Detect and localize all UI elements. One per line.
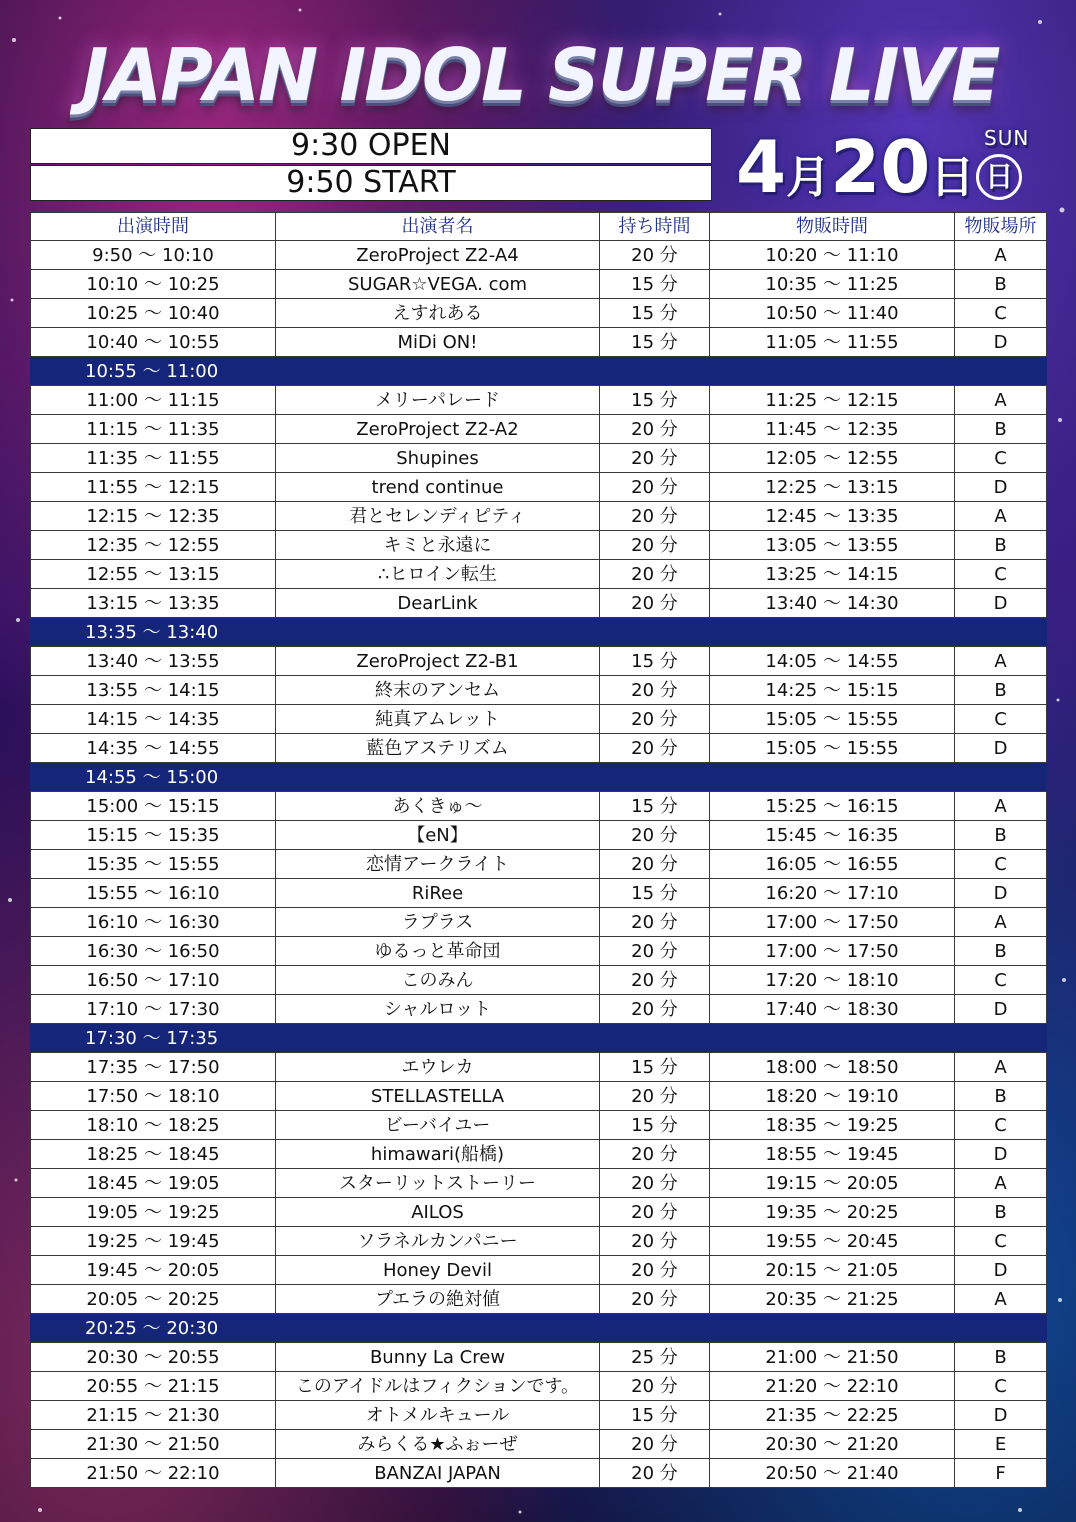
duration-cell: 20 分 xyxy=(600,473,710,502)
table-row xyxy=(31,502,1047,531)
merch-time-cell: 10:35 ～ 11:25 xyxy=(710,270,955,299)
merch-place-cell: A xyxy=(955,792,1047,821)
performer-cell: BANZAI JAPAN xyxy=(276,1459,600,1488)
duration-cell: 15 分 xyxy=(600,879,710,908)
table-row xyxy=(31,1343,1047,1372)
merch-time-cell: 10:50 ～ 11:40 xyxy=(710,299,955,328)
merch-place-cell: C xyxy=(955,1111,1047,1140)
date-month: 4 xyxy=(736,125,787,209)
duration-cell: 20 分 xyxy=(600,1372,710,1401)
performance-time-cell: 13:40 ～ 13:55 xyxy=(31,647,276,676)
duration-cell: 15 分 xyxy=(600,270,710,299)
duration-cell: 20 分 xyxy=(600,850,710,879)
duration-cell: 20 分 xyxy=(600,705,710,734)
merch-time-cell: 10:20 ～ 11:10 xyxy=(710,241,955,270)
table-row xyxy=(31,821,1047,850)
performer-cell: 君とセレンディピティ xyxy=(276,502,600,531)
merch-time-cell: 17:00 ～ 17:50 xyxy=(710,937,955,966)
performance-time-cell: 18:25 ～ 18:45 xyxy=(31,1140,276,1169)
performance-time-cell: 17:10 ～ 17:30 xyxy=(31,995,276,1024)
merch-time-cell: 12:05 ～ 12:55 xyxy=(710,444,955,473)
performance-time-cell: 19:25 ～ 19:45 xyxy=(31,1227,276,1256)
table-row xyxy=(31,1401,1047,1430)
merch-time-cell: 15:05 ～ 15:55 xyxy=(710,734,955,763)
merch-time-cell: 13:40 ～ 14:30 xyxy=(710,589,955,618)
performance-time-cell: 14:35 ～ 14:55 xyxy=(31,734,276,763)
duration-cell: 20 分 xyxy=(600,1169,710,1198)
performer-cell: Bunny La Crew xyxy=(276,1343,600,1372)
merch-place-cell: A xyxy=(955,386,1047,415)
header-performance-time: 出演時間 xyxy=(31,213,276,241)
merch-place-cell: D xyxy=(955,473,1047,502)
performer-cell: trend continue xyxy=(276,473,600,502)
merch-place-cell: D xyxy=(955,589,1047,618)
duration-cell: 20 分 xyxy=(600,1227,710,1256)
break-row xyxy=(31,1024,1047,1053)
merch-time-cell: 12:25 ～ 13:15 xyxy=(710,473,955,502)
merch-place-cell: B xyxy=(955,415,1047,444)
performer-cell: みらくる★ふぉーぜ xyxy=(276,1430,600,1459)
performance-time-cell: 13:15 ～ 13:35 xyxy=(31,589,276,618)
merch-place-cell: A xyxy=(955,908,1047,937)
merch-time-cell: 13:25 ～ 14:15 xyxy=(710,560,955,589)
performer-cell: himawari(船橋) xyxy=(276,1140,600,1169)
performer-cell: 終末のアンセム xyxy=(276,676,600,705)
performer-cell: 恋情アークライト xyxy=(276,850,600,879)
performer-cell: エウレカ xyxy=(276,1053,600,1082)
performance-time-cell: 20:55 ～ 21:15 xyxy=(31,1372,276,1401)
merch-time-cell: 14:25 ～ 15:15 xyxy=(710,676,955,705)
date-day-kanji: 日 xyxy=(930,152,975,203)
performance-time-cell: 21:30 ～ 21:50 xyxy=(31,1430,276,1459)
performance-time-cell: 11:15 ～ 11:35 xyxy=(31,415,276,444)
performance-time-cell: 12:55 ～ 13:15 xyxy=(31,560,276,589)
performance-time-cell: 16:30 ～ 16:50 xyxy=(31,937,276,966)
header-merch-time: 物販時間 xyxy=(710,213,955,241)
merch-place-cell: B xyxy=(955,270,1047,299)
break-time: 13:35 ～ 13:40 xyxy=(31,618,1047,647)
merch-place-cell: C xyxy=(955,299,1047,328)
merch-time-cell: 19:55 ～ 20:45 xyxy=(710,1227,955,1256)
merch-place-cell: D xyxy=(955,1401,1047,1430)
performer-cell: 【eN】 xyxy=(276,821,600,850)
duration-cell: 20 分 xyxy=(600,908,710,937)
merch-time-cell: 15:25 ～ 16:15 xyxy=(710,792,955,821)
merch-place-cell: A xyxy=(955,241,1047,270)
duration-cell: 20 分 xyxy=(600,1285,710,1314)
merch-place-cell: B xyxy=(955,821,1047,850)
performance-time-cell: 11:55 ～ 12:15 xyxy=(31,473,276,502)
break-time: 10:55 ～ 11:00 xyxy=(31,357,1047,386)
performer-cell: MiDi ON! xyxy=(276,328,600,357)
duration-cell: 20 分 xyxy=(600,1082,710,1111)
table-row xyxy=(31,473,1047,502)
merch-place-cell: D xyxy=(955,1256,1047,1285)
table-row xyxy=(31,705,1047,734)
table-row xyxy=(31,1111,1047,1140)
performance-time-cell: 15:00 ～ 15:15 xyxy=(31,792,276,821)
merch-place-cell: A xyxy=(955,1053,1047,1082)
schedule-table xyxy=(30,212,1047,1488)
merch-time-cell: 18:20 ～ 19:10 xyxy=(710,1082,955,1111)
duration-cell: 20 分 xyxy=(600,589,710,618)
duration-cell: 20 分 xyxy=(600,676,710,705)
performer-cell: ソラネルカンパニー xyxy=(276,1227,600,1256)
performance-time-cell: 14:15 ～ 14:35 xyxy=(31,705,276,734)
merch-place-cell: C xyxy=(955,850,1047,879)
performer-cell: 藍色アステリズム xyxy=(276,734,600,763)
table-row xyxy=(31,589,1047,618)
duration-cell: 20 分 xyxy=(600,1459,710,1488)
performer-cell: えすれある xyxy=(276,299,600,328)
table-row xyxy=(31,734,1047,763)
performer-cell: RiRee xyxy=(276,879,600,908)
table-row xyxy=(31,1227,1047,1256)
duration-cell: 20 分 xyxy=(600,241,710,270)
merch-place-cell: D xyxy=(955,879,1047,908)
merch-place-cell: A xyxy=(955,647,1047,676)
table-row xyxy=(31,1285,1047,1314)
duration-cell: 20 分 xyxy=(600,560,710,589)
merch-place-cell: B xyxy=(955,937,1047,966)
table-row xyxy=(31,415,1047,444)
duration-cell: 20 分 xyxy=(600,821,710,850)
performer-cell: プエラの絶対値 xyxy=(276,1285,600,1314)
event-title: JAPAN IDOL SUPER LIVE xyxy=(81,33,999,117)
performer-cell: キミと永遠に xyxy=(276,531,600,560)
table-row xyxy=(31,531,1047,560)
weekday-circle: 日 xyxy=(976,154,1022,200)
merch-place-cell: C xyxy=(955,444,1047,473)
performer-cell: ラプラス xyxy=(276,908,600,937)
performance-time-cell: 17:35 ～ 17:50 xyxy=(31,1053,276,1082)
performance-time-cell: 16:50 ～ 17:10 xyxy=(31,966,276,995)
weekday-en: SUN xyxy=(984,126,1030,150)
merch-time-cell: 21:00 ～ 21:50 xyxy=(710,1343,955,1372)
performer-cell: ZeroProject Z2-B1 xyxy=(276,647,600,676)
performance-time-cell: 17:50 ～ 18:10 xyxy=(31,1082,276,1111)
break-time: 20:25 ～ 20:30 xyxy=(31,1314,1047,1343)
duration-cell: 20 分 xyxy=(600,734,710,763)
merch-time-cell: 17:00 ～ 17:50 xyxy=(710,908,955,937)
table-row xyxy=(31,444,1047,473)
performer-cell: ゆるっと革命団 xyxy=(276,937,600,966)
performer-cell: メリーパレード xyxy=(276,386,600,415)
performance-time-cell: 11:00 ～ 11:15 xyxy=(31,386,276,415)
performance-time-cell: 15:55 ～ 16:10 xyxy=(31,879,276,908)
performance-time-cell: 10:10 ～ 10:25 xyxy=(31,270,276,299)
duration-cell: 20 分 xyxy=(600,1140,710,1169)
duration-cell: 20 分 xyxy=(600,1198,710,1227)
performer-cell: Shupines xyxy=(276,444,600,473)
table-row xyxy=(31,647,1047,676)
table-row xyxy=(31,937,1047,966)
table-row xyxy=(31,1459,1047,1488)
merch-place-cell: D xyxy=(955,1140,1047,1169)
merch-place-cell: A xyxy=(955,1169,1047,1198)
date-day: 20 xyxy=(830,125,931,209)
performer-cell: SUGAR☆VEGA. com xyxy=(276,270,600,299)
performance-time-cell: 15:15 ～ 15:35 xyxy=(31,821,276,850)
table-row xyxy=(31,850,1047,879)
table-row xyxy=(31,966,1047,995)
merch-time-cell: 21:20 ～ 22:10 xyxy=(710,1372,955,1401)
duration-cell: 20 分 xyxy=(600,937,710,966)
merch-place-cell: C xyxy=(955,705,1047,734)
table-row xyxy=(31,676,1047,705)
merch-time-cell: 21:35 ～ 22:25 xyxy=(710,1401,955,1430)
merch-place-cell: C xyxy=(955,560,1047,589)
merch-time-cell: 14:05 ～ 14:55 xyxy=(710,647,955,676)
performance-time-cell: 12:35 ～ 12:55 xyxy=(31,531,276,560)
performance-time-cell: 21:15 ～ 21:30 xyxy=(31,1401,276,1430)
table-row xyxy=(31,299,1047,328)
merch-place-cell: D xyxy=(955,328,1047,357)
merch-time-cell: 11:45 ～ 12:35 xyxy=(710,415,955,444)
performer-cell: ZeroProject Z2-A2 xyxy=(276,415,600,444)
merch-time-cell: 16:05 ～ 16:55 xyxy=(710,850,955,879)
table-row xyxy=(31,386,1047,415)
performer-cell: このみん xyxy=(276,966,600,995)
header-merch-place: 物販場所 xyxy=(955,213,1047,241)
performance-time-cell: 15:35 ～ 15:55 xyxy=(31,850,276,879)
performance-time-cell: 16:10 ～ 16:30 xyxy=(31,908,276,937)
table-row xyxy=(31,1430,1047,1459)
merch-time-cell: 15:05 ～ 15:55 xyxy=(710,705,955,734)
merch-place-cell: A xyxy=(955,502,1047,531)
duration-cell: 20 分 xyxy=(600,1256,710,1285)
table-row xyxy=(31,560,1047,589)
merch-time-cell: 12:45 ～ 13:35 xyxy=(710,502,955,531)
duration-cell: 15 分 xyxy=(600,647,710,676)
table-row xyxy=(31,1082,1047,1111)
performance-time-cell: 19:45 ～ 20:05 xyxy=(31,1256,276,1285)
table-row xyxy=(31,1372,1047,1401)
performance-time-cell: 18:10 ～ 18:25 xyxy=(31,1111,276,1140)
table-header-row xyxy=(31,213,1047,241)
duration-cell: 20 分 xyxy=(600,966,710,995)
header-duration: 持ち時間 xyxy=(600,213,710,241)
table-row xyxy=(31,1169,1047,1198)
duration-cell: 15 分 xyxy=(600,1401,710,1430)
table-row xyxy=(31,1256,1047,1285)
performance-time-cell: 20:30 ～ 20:55 xyxy=(31,1343,276,1372)
merch-time-cell: 18:55 ～ 19:45 xyxy=(710,1140,955,1169)
duration-cell: 15 分 xyxy=(600,328,710,357)
table-row xyxy=(31,328,1047,357)
merch-place-cell: B xyxy=(955,531,1047,560)
merch-time-cell: 20:30 ～ 21:20 xyxy=(710,1430,955,1459)
merch-place-cell: E xyxy=(955,1430,1047,1459)
duration-cell: 15 分 xyxy=(600,299,710,328)
performer-cell: スターリットストーリー xyxy=(276,1169,600,1198)
merch-place-cell: B xyxy=(955,1343,1047,1372)
table-row xyxy=(31,908,1047,937)
table-row xyxy=(31,995,1047,1024)
performer-cell: ZeroProject Z2-A4 xyxy=(276,241,600,270)
performance-time-cell: 12:15 ～ 12:35 xyxy=(31,502,276,531)
merch-time-cell: 17:20 ～ 18:10 xyxy=(710,966,955,995)
duration-cell: 20 分 xyxy=(600,415,710,444)
duration-cell: 20 分 xyxy=(600,502,710,531)
merch-time-cell: 19:35 ～ 20:25 xyxy=(710,1198,955,1227)
table-row xyxy=(31,879,1047,908)
performance-time-cell: 18:45 ～ 19:05 xyxy=(31,1169,276,1198)
date-month-kanji: 月 xyxy=(786,152,831,203)
performer-cell: 純真アムレット xyxy=(276,705,600,734)
table-row xyxy=(31,1198,1047,1227)
merch-place-cell: B xyxy=(955,1082,1047,1111)
performer-cell: ビーバイユー xyxy=(276,1111,600,1140)
performer-cell: AILOS xyxy=(276,1198,600,1227)
performance-time-cell: 21:50 ～ 22:10 xyxy=(31,1459,276,1488)
merch-place-cell: F xyxy=(955,1459,1047,1488)
merch-time-cell: 15:45 ～ 16:35 xyxy=(710,821,955,850)
merch-time-cell: 20:50 ～ 21:40 xyxy=(710,1459,955,1488)
merch-place-cell: C xyxy=(955,1227,1047,1256)
performer-cell: シャルロット xyxy=(276,995,600,1024)
merch-time-cell: 13:05 ～ 13:55 xyxy=(710,531,955,560)
merch-place-cell: D xyxy=(955,995,1047,1024)
table-row xyxy=(31,270,1047,299)
break-row xyxy=(31,618,1047,647)
merch-time-cell: 16:20 ～ 17:10 xyxy=(710,879,955,908)
merch-time-cell: 20:35 ～ 21:25 xyxy=(710,1285,955,1314)
merch-time-cell: 18:00 ～ 18:50 xyxy=(710,1053,955,1082)
table-row xyxy=(31,1053,1047,1082)
performance-time-cell: 13:55 ～ 14:15 xyxy=(31,676,276,705)
event-date xyxy=(736,122,1036,212)
performer-cell: このアイドルはフィクションです。 xyxy=(276,1372,600,1401)
merch-place-cell: B xyxy=(955,1198,1047,1227)
break-time: 14:55 ～ 15:00 xyxy=(31,763,1047,792)
duration-cell: 15 分 xyxy=(600,1053,710,1082)
merch-place-cell: A xyxy=(955,1285,1047,1314)
merch-time-cell: 18:35 ～ 19:25 xyxy=(710,1111,955,1140)
duration-cell: 25 分 xyxy=(600,1343,710,1372)
header-performer: 出演者名 xyxy=(276,213,600,241)
merch-time-cell: 11:05 ～ 11:55 xyxy=(710,328,955,357)
merch-time-cell: 20:15 ～ 21:05 xyxy=(710,1256,955,1285)
performance-time-cell: 11:35 ～ 11:55 xyxy=(31,444,276,473)
start-time: 9:50 START xyxy=(30,165,712,201)
table-row xyxy=(31,1140,1047,1169)
duration-cell: 15 分 xyxy=(600,792,710,821)
merch-time-cell: 17:40 ～ 18:30 xyxy=(710,995,955,1024)
performance-time-cell: 19:05 ～ 19:25 xyxy=(31,1198,276,1227)
merch-time-cell: 19:15 ～ 20:05 xyxy=(710,1169,955,1198)
merch-time-cell: 11:25 ～ 12:15 xyxy=(710,386,955,415)
performer-cell: あくきゅ～ xyxy=(276,792,600,821)
duration-cell: 15 分 xyxy=(600,1111,710,1140)
merch-place-cell: B xyxy=(955,676,1047,705)
performer-cell: DearLink xyxy=(276,589,600,618)
performance-time-cell: 10:25 ～ 10:40 xyxy=(31,299,276,328)
performance-time-cell: 9:50 ～ 10:10 xyxy=(31,241,276,270)
duration-cell: 20 分 xyxy=(600,1430,710,1459)
duration-cell: 20 分 xyxy=(600,444,710,473)
performer-cell: STELLASTELLA xyxy=(276,1082,600,1111)
table-row xyxy=(31,792,1047,821)
performance-time-cell: 20:05 ～ 20:25 xyxy=(31,1285,276,1314)
performer-cell: Honey Devil xyxy=(276,1256,600,1285)
duration-cell: 15 分 xyxy=(600,386,710,415)
merch-place-cell: C xyxy=(955,966,1047,995)
duration-cell: 20 分 xyxy=(600,531,710,560)
break-time: 17:30 ～ 17:35 xyxy=(31,1024,1047,1053)
performance-time-cell: 10:40 ～ 10:55 xyxy=(31,328,276,357)
break-row xyxy=(31,1314,1047,1343)
merch-place-cell: D xyxy=(955,734,1047,763)
break-row xyxy=(31,763,1047,792)
table-row xyxy=(31,241,1047,270)
performer-cell: ∴ヒロイン転生 xyxy=(276,560,600,589)
open-time: 9:30 OPEN xyxy=(30,128,712,164)
performer-cell: オトメルキュール xyxy=(276,1401,600,1430)
break-row xyxy=(31,357,1047,386)
duration-cell: 20 分 xyxy=(600,995,710,1024)
merch-place-cell: C xyxy=(955,1372,1047,1401)
